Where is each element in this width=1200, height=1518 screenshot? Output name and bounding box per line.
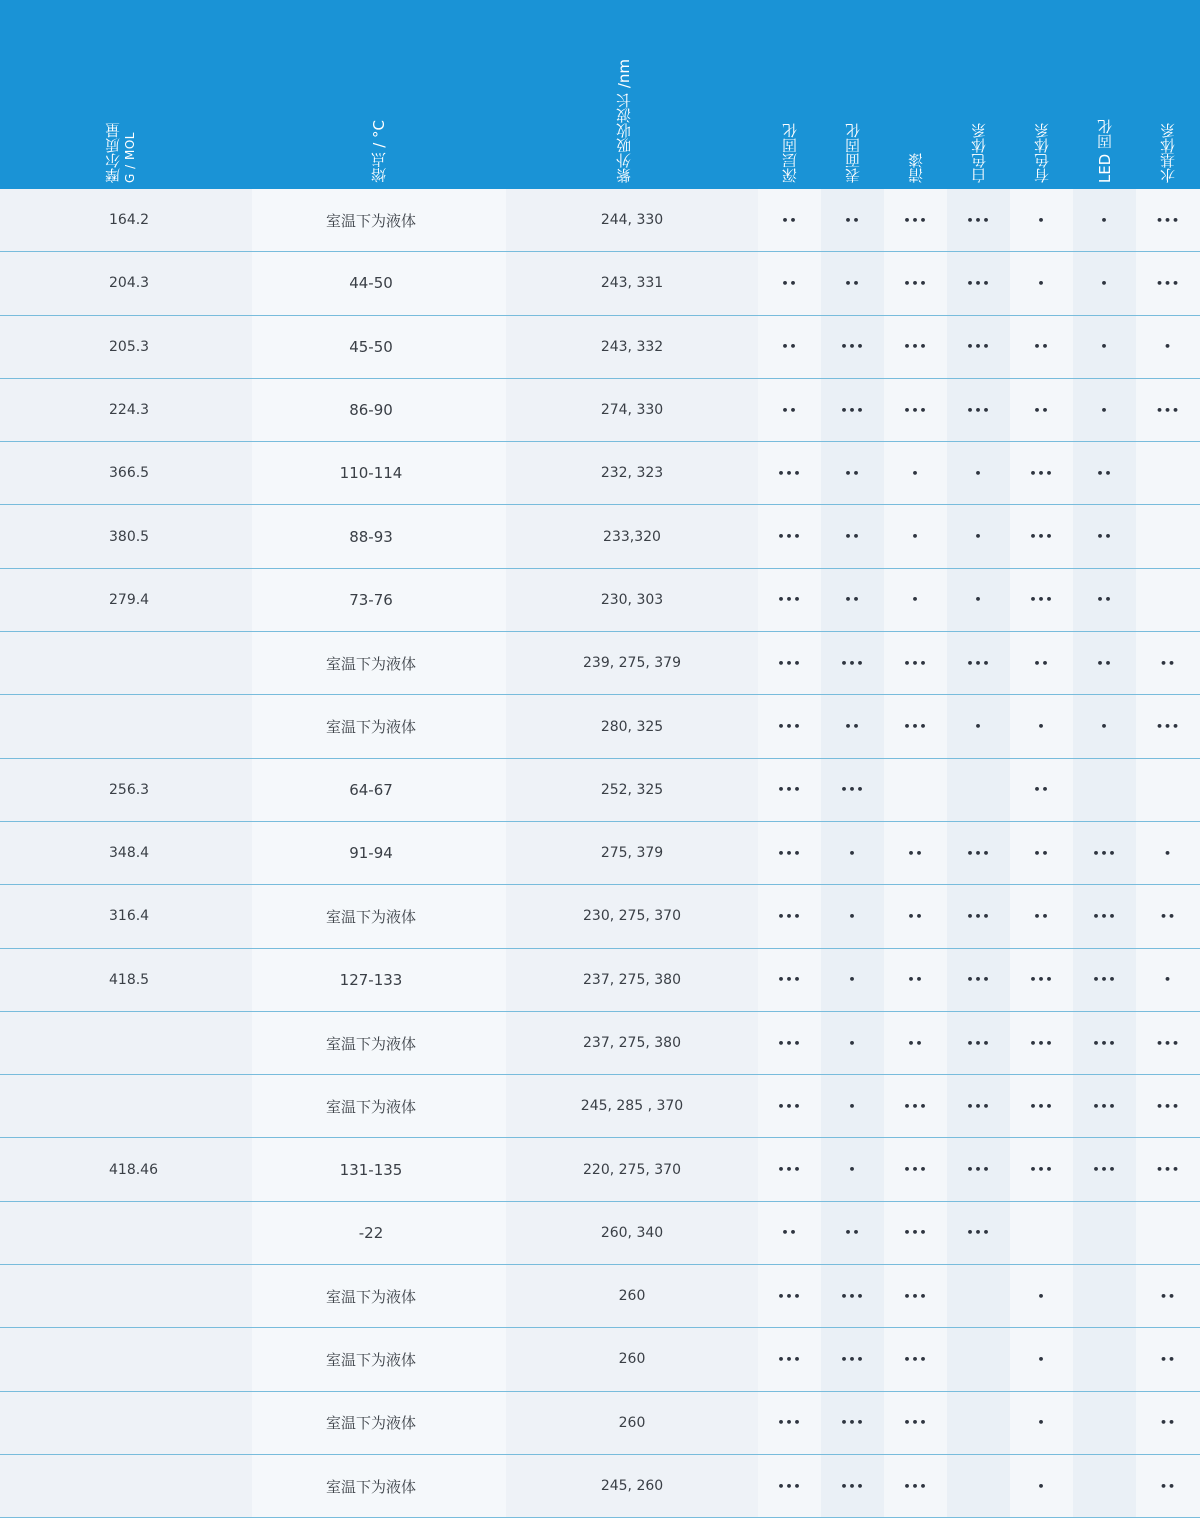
cell-melting-point: 45-50 — [252, 316, 506, 378]
cell-melting-point: 73-76 — [252, 569, 506, 631]
cell-rating-white-system: ••• — [947, 1138, 1010, 1200]
cell-molar-mass: 164.2 — [0, 189, 252, 251]
cell-uv-wavelength: 274, 330 — [506, 379, 758, 441]
cell-rating-white-system: ••• — [947, 885, 1010, 947]
cell-rating-varnish — [884, 759, 947, 821]
cell-uv-wavelength: 280, 325 — [506, 695, 758, 757]
table-row — [0, 1138, 1200, 1201]
cell-rating-led-cure — [1073, 1202, 1136, 1264]
cell-rating-varnish: ••• — [903, 1163, 928, 1177]
cell-rating-water-based — [1136, 569, 1200, 631]
cell-melting-point: 室温下为液体 — [252, 189, 506, 251]
header-varnish: 清漆 — [907, 153, 925, 183]
cell-rating-deep-cure: •• — [781, 213, 798, 227]
cell-rating-led-cure: ••• — [1073, 1012, 1136, 1074]
cell-rating-deep-cure: ••• — [777, 1099, 802, 1113]
table-row — [0, 1202, 1200, 1265]
cell-rating-surface-cure: ••• — [821, 1455, 884, 1517]
cell-rating-colored-system: ••• — [1029, 466, 1054, 480]
table-row — [0, 379, 1200, 442]
cell-rating-deep-cure: ••• — [777, 1479, 802, 1493]
cell-rating-colored-system: ••• — [1029, 530, 1054, 544]
cell-rating-white-system — [947, 1392, 1010, 1454]
cell-rating-water-based — [1136, 759, 1200, 821]
cell-rating-water-based: •• — [1159, 656, 1177, 670]
cell-rating-led-cure: •• — [1073, 569, 1136, 631]
cell-rating-surface-cure: ••• — [821, 632, 884, 694]
cell-rating-varnish: •• — [907, 973, 924, 987]
cell-rating-white-system — [947, 1265, 1010, 1327]
cell-rating-white-system: ••• — [947, 189, 1010, 251]
cell-uv-wavelength: 237, 275, 380 — [506, 1012, 758, 1074]
cell-rating-varnish: ••• — [903, 1099, 928, 1113]
header-led-cure: LED 固化 — [1096, 118, 1114, 183]
cell-rating-varnish: ••• — [903, 213, 928, 227]
cell-rating-surface-cure: • — [821, 1138, 884, 1200]
cell-rating-colored-system: ••• — [1029, 1036, 1054, 1050]
cell-rating-white-system — [947, 1328, 1010, 1390]
header-molar-mass-label: 摩尔质量 — [104, 123, 122, 183]
table-row — [0, 442, 1200, 505]
cell-rating-colored-system: • — [1037, 1479, 1046, 1493]
cell-rating-varnish: ••• — [903, 720, 928, 734]
cell-rating-surface-cure: • — [821, 1075, 884, 1137]
cell-rating-surface-cure: • — [821, 949, 884, 1011]
cell-molar-mass: 380.5 — [0, 505, 252, 567]
cell-rating-surface-cure: •• — [821, 442, 884, 504]
cell-rating-colored-system: ••• — [1029, 1163, 1054, 1177]
cell-melting-point: 室温下为液体 — [252, 632, 506, 694]
cell-rating-colored-system: •• — [1033, 340, 1050, 354]
cell-rating-deep-cure: ••• — [777, 909, 802, 923]
cell-rating-surface-cure: • — [821, 822, 884, 884]
cell-rating-varnish: ••• — [903, 1352, 928, 1366]
cell-rating-surface-cure: •• — [821, 505, 884, 567]
cell-uv-wavelength: 230, 275, 370 — [506, 885, 758, 947]
cell-rating-deep-cure: ••• — [777, 530, 802, 544]
cell-uv-wavelength: 260, 340 — [506, 1202, 758, 1264]
cell-uv-wavelength: 260 — [506, 1328, 758, 1390]
table-row — [0, 822, 1200, 885]
table-row — [0, 759, 1200, 822]
cell-rating-surface-cure: •• — [821, 569, 884, 631]
cell-rating-deep-cure: ••• — [777, 846, 802, 860]
cell-rating-varnish: ••• — [903, 276, 928, 290]
cell-melting-point: 88-93 — [252, 505, 506, 567]
cell-rating-led-cure: • — [1073, 316, 1136, 378]
cell-melting-point: 室温下为液体 — [252, 885, 506, 947]
cell-rating-led-cure: • — [1073, 695, 1136, 757]
cell-rating-surface-cure: ••• — [821, 759, 884, 821]
cell-rating-led-cure: •• — [1073, 442, 1136, 504]
table-row — [0, 1455, 1200, 1518]
table-row — [0, 1265, 1200, 1328]
cell-rating-surface-cure: •• — [821, 252, 884, 314]
cell-melting-point: 110-114 — [252, 442, 506, 504]
cell-rating-white-system: ••• — [947, 1012, 1010, 1074]
cell-uv-wavelength: 237, 275, 380 — [506, 949, 758, 1011]
header-melting-point: 熔点 / °C — [370, 120, 388, 183]
cell-rating-colored-system: ••• — [1029, 973, 1054, 987]
cell-molar-mass — [0, 1075, 252, 1137]
cell-rating-led-cure: •• — [1073, 632, 1136, 694]
header-colored-system: 有色体系 — [1033, 123, 1051, 183]
cell-uv-wavelength: 230, 303 — [506, 569, 758, 631]
cell-rating-deep-cure: ••• — [777, 1352, 802, 1366]
table-body — [0, 189, 1200, 1518]
cell-melting-point: 86-90 — [252, 379, 506, 441]
cell-melting-point: 室温下为液体 — [252, 1075, 506, 1137]
cell-rating-surface-cure: • — [821, 1012, 884, 1074]
cell-melting-point: 127-133 — [252, 949, 506, 1011]
cell-rating-surface-cure: •• — [821, 189, 884, 251]
cell-melting-point: 131-135 — [252, 1138, 506, 1200]
cell-rating-varnish: • — [911, 530, 920, 544]
cell-rating-led-cure: ••• — [1073, 1138, 1136, 1200]
cell-rating-colored-system: •• — [1033, 909, 1050, 923]
cell-uv-wavelength: 275, 379 — [506, 822, 758, 884]
cell-rating-varnish: •• — [907, 1036, 924, 1050]
cell-melting-point: 44-50 — [252, 252, 506, 314]
cell-rating-led-cure — [1073, 1392, 1136, 1454]
cell-melting-point: 91-94 — [252, 822, 506, 884]
cell-rating-deep-cure: ••• — [777, 783, 802, 797]
cell-rating-colored-system: •• — [1033, 656, 1050, 670]
table-row — [0, 505, 1200, 568]
cell-rating-varnish: ••• — [903, 403, 928, 417]
header-surface-cure: 表面固化 — [844, 123, 862, 183]
cell-rating-deep-cure: ••• — [777, 1289, 802, 1303]
table-row — [0, 1328, 1200, 1391]
cell-rating-deep-cure: ••• — [777, 720, 802, 734]
cell-rating-water-based: •• — [1159, 1352, 1177, 1366]
cell-rating-water-based: ••• — [1155, 1163, 1181, 1177]
cell-rating-deep-cure: •• — [781, 276, 798, 290]
cell-rating-colored-system: •• — [1033, 403, 1050, 417]
cell-uv-wavelength: 233,320 — [506, 505, 758, 567]
cell-rating-colored-system: • — [1037, 213, 1046, 227]
cell-rating-surface-cure: ••• — [821, 316, 884, 378]
cell-rating-water-based: ••• — [1155, 403, 1181, 417]
cell-uv-wavelength: 232, 323 — [506, 442, 758, 504]
cell-rating-varnish: ••• — [903, 656, 928, 670]
table-row — [0, 695, 1200, 758]
table-row — [0, 1075, 1200, 1138]
table-row — [0, 252, 1200, 315]
table-row — [0, 1392, 1200, 1455]
header-uv-wavelength: 紫外吸收波长 /nm — [615, 59, 633, 183]
table-header — [0, 0, 1200, 189]
cell-rating-colored-system: • — [1037, 276, 1046, 290]
cell-rating-colored-system: • — [1037, 1416, 1046, 1430]
cell-rating-deep-cure: ••• — [777, 1036, 802, 1050]
cell-molar-mass: 279.4 — [0, 569, 252, 631]
cell-molar-mass: 224.3 — [0, 379, 252, 441]
cell-molar-mass: 418.5 — [0, 949, 252, 1011]
cell-rating-colored-system: • — [1037, 1289, 1046, 1303]
header-deep-cure: 深层固化 — [781, 123, 799, 183]
cell-rating-water-based: ••• — [1155, 276, 1181, 290]
cell-uv-wavelength: 260 — [506, 1265, 758, 1327]
cell-rating-water-based: • — [1163, 973, 1173, 987]
cell-rating-colored-system: • — [1037, 720, 1046, 734]
cell-rating-deep-cure: ••• — [777, 656, 802, 670]
cell-rating-deep-cure: •• — [781, 403, 798, 417]
cell-rating-colored-system — [1010, 1202, 1073, 1264]
cell-rating-white-system: ••• — [947, 949, 1010, 1011]
cell-rating-led-cure: ••• — [1073, 885, 1136, 947]
cell-rating-varnish: ••• — [903, 1416, 928, 1430]
header-water-based: 水基体系 — [1159, 123, 1177, 183]
cell-rating-white-system: ••• — [947, 632, 1010, 694]
cell-rating-colored-system: •• — [1033, 846, 1050, 860]
cell-molar-mass — [0, 1202, 252, 1264]
cell-melting-point: -22 — [252, 1202, 506, 1264]
cell-molar-mass — [0, 1328, 252, 1390]
cell-rating-white-system: • — [947, 442, 1010, 504]
cell-rating-deep-cure: ••• — [777, 1163, 802, 1177]
cell-uv-wavelength: 245, 285 , 370 — [506, 1075, 758, 1137]
cell-rating-deep-cure: •• — [781, 340, 798, 354]
cell-rating-white-system: ••• — [947, 252, 1010, 314]
cell-rating-white-system: ••• — [947, 1202, 1010, 1264]
cell-rating-deep-cure: ••• — [777, 1416, 802, 1430]
cell-rating-deep-cure: ••• — [777, 593, 802, 607]
cell-rating-varnish: ••• — [903, 1479, 928, 1493]
cell-rating-water-based: ••• — [1155, 720, 1181, 734]
cell-rating-water-based: ••• — [1155, 1036, 1181, 1050]
cell-rating-white-system: • — [947, 505, 1010, 567]
cell-rating-varnish: • — [911, 593, 920, 607]
cell-rating-surface-cure: ••• — [821, 1265, 884, 1327]
cell-melting-point: 64-67 — [252, 759, 506, 821]
cell-molar-mass — [0, 632, 252, 694]
cell-rating-water-based: • — [1163, 340, 1173, 354]
header-molar-mass — [105, 123, 139, 183]
cell-rating-surface-cure: •• — [821, 1202, 884, 1264]
cell-uv-wavelength: 252, 325 — [506, 759, 758, 821]
cell-rating-white-system — [947, 1455, 1010, 1517]
table-row — [0, 1012, 1200, 1075]
table-row — [0, 189, 1200, 252]
cell-rating-colored-system: • — [1037, 1352, 1046, 1366]
cell-rating-white-system: ••• — [947, 316, 1010, 378]
cell-melting-point: 室温下为液体 — [252, 1012, 506, 1074]
cell-rating-varnish: ••• — [903, 1289, 928, 1303]
cell-rating-white-system: • — [947, 569, 1010, 631]
header-white-system: 白色体系 — [970, 123, 988, 183]
cell-rating-water-based — [1136, 505, 1200, 567]
cell-rating-led-cure — [1073, 759, 1136, 821]
cell-molar-mass: 205.3 — [0, 316, 252, 378]
cell-rating-led-cure: • — [1073, 252, 1136, 314]
cell-uv-wavelength: 244, 330 — [506, 189, 758, 251]
cell-rating-water-based: • — [1163, 846, 1173, 860]
cell-uv-wavelength: 245, 260 — [506, 1455, 758, 1517]
cell-rating-led-cure: •• — [1073, 505, 1136, 567]
cell-rating-surface-cure: ••• — [821, 379, 884, 441]
cell-molar-mass — [0, 695, 252, 757]
cell-molar-mass — [0, 1392, 252, 1454]
cell-melting-point: 室温下为液体 — [252, 1455, 506, 1517]
cell-melting-point: 室温下为液体 — [252, 1328, 506, 1390]
header-molar-mass-unit: G / MOL — [123, 132, 137, 183]
cell-molar-mass: 316.4 — [0, 885, 252, 947]
cell-rating-colored-system: ••• — [1029, 593, 1054, 607]
cell-rating-varnish: •• — [907, 909, 924, 923]
cell-rating-white-system: ••• — [947, 379, 1010, 441]
cell-uv-wavelength: 239, 275, 379 — [506, 632, 758, 694]
table-row — [0, 885, 1200, 948]
cell-rating-led-cure: ••• — [1073, 1075, 1136, 1137]
cell-rating-deep-cure: ••• — [777, 466, 802, 480]
cell-melting-point: 室温下为液体 — [252, 695, 506, 757]
cell-rating-surface-cure: ••• — [821, 1328, 884, 1390]
cell-rating-water-based: •• — [1159, 1289, 1177, 1303]
cell-rating-surface-cure: • — [821, 885, 884, 947]
cell-rating-varnish: ••• — [903, 1226, 928, 1240]
cell-melting-point: 室温下为液体 — [252, 1265, 506, 1327]
cell-rating-water-based: •• — [1159, 1416, 1177, 1430]
cell-rating-colored-system: ••• — [1029, 1099, 1054, 1113]
cell-uv-wavelength: 243, 331 — [506, 252, 758, 314]
table-row — [0, 569, 1200, 632]
cell-rating-white-system: ••• — [947, 822, 1010, 884]
cell-uv-wavelength: 220, 275, 370 — [506, 1138, 758, 1200]
cell-rating-surface-cure: ••• — [821, 1392, 884, 1454]
cell-molar-mass: 256.3 — [0, 759, 252, 821]
cell-rating-white-system: • — [947, 695, 1010, 757]
cell-rating-deep-cure: •• — [781, 1226, 798, 1240]
cell-rating-varnish: • — [911, 466, 920, 480]
table-row — [0, 632, 1200, 695]
cell-rating-water-based: ••• — [1155, 1099, 1181, 1113]
cell-rating-led-cure: ••• — [1073, 949, 1136, 1011]
table-row — [0, 316, 1200, 379]
cell-rating-varnish: •• — [907, 846, 924, 860]
cell-rating-led-cure: • — [1073, 379, 1136, 441]
cell-rating-led-cure — [1073, 1455, 1136, 1517]
table-row — [0, 949, 1200, 1012]
cell-rating-varnish: ••• — [903, 340, 928, 354]
cell-rating-led-cure: ••• — [1073, 822, 1136, 884]
cell-molar-mass — [0, 1455, 252, 1517]
cell-molar-mass: 418.46 — [0, 1138, 252, 1200]
cell-rating-white-system — [947, 759, 1010, 821]
cell-molar-mass: 348.4 — [0, 822, 252, 884]
cell-rating-water-based: •• — [1159, 1479, 1177, 1493]
cell-rating-water-based: •• — [1159, 909, 1177, 923]
cell-rating-surface-cure: •• — [821, 695, 884, 757]
cell-rating-led-cure — [1073, 1265, 1136, 1327]
cell-rating-white-system: ••• — [947, 1075, 1010, 1137]
cell-rating-water-based: ••• — [1155, 213, 1181, 227]
cell-molar-mass: 204.3 — [0, 252, 252, 314]
cell-molar-mass — [0, 1012, 252, 1074]
cell-rating-water-based — [1136, 1202, 1200, 1264]
cell-rating-led-cure — [1073, 1328, 1136, 1390]
cell-uv-wavelength: 260 — [506, 1392, 758, 1454]
cell-uv-wavelength: 243, 332 — [506, 316, 758, 378]
cell-melting-point: 室温下为液体 — [252, 1392, 506, 1454]
cell-molar-mass — [0, 1265, 252, 1327]
cell-molar-mass: 366.5 — [0, 442, 252, 504]
cell-rating-water-based — [1136, 442, 1200, 504]
cell-rating-colored-system: •• — [1033, 783, 1050, 797]
cell-rating-led-cure: • — [1073, 189, 1136, 251]
cell-rating-deep-cure: ••• — [777, 973, 802, 987]
